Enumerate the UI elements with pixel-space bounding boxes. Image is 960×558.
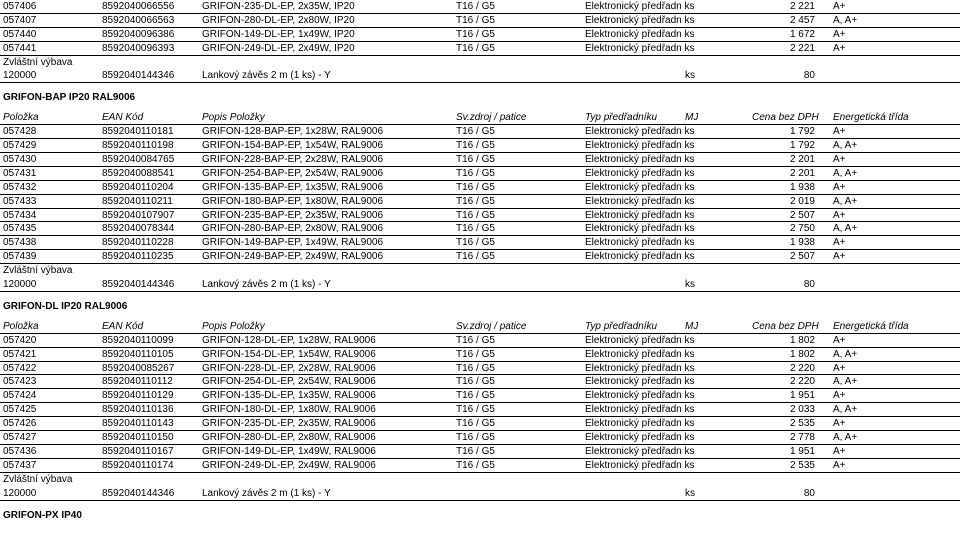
cell-ballast: Elektronický předřadn ks: [585, 1, 695, 12]
cell-ean: 8592040144346: [102, 487, 175, 499]
table-row: [0, 362, 960, 376]
table-row: [0, 209, 960, 223]
cell-price: 2 201: [789, 167, 815, 179]
cell-ballast: Elektronický předřadn ks: [585, 209, 695, 221]
cell-energy: A+: [833, 126, 846, 138]
cell-price: 1 951: [789, 445, 815, 457]
cell-code: 057430: [3, 154, 37, 166]
cell-ballast: Elektronický předřadn ks: [585, 42, 695, 54]
cell-ean: 8592040144346: [102, 279, 175, 291]
cell-price: 2 535: [789, 418, 815, 430]
cell-code: 057438: [3, 237, 37, 249]
table-row: [0, 0, 960, 14]
cell-desc: GRIFON-228-BAP-EP, 2x28W, RAL9006: [202, 154, 384, 166]
cell-code: 057406: [3, 1, 37, 12]
cell-energy: A+: [833, 28, 846, 40]
cell-desc: GRIFON-135-DL-EP, 1x35W, RAL9006: [202, 390, 376, 402]
cell-price: 1 938: [789, 181, 815, 193]
cell-ean: 8592040107907: [102, 209, 175, 221]
table-row: [0, 125, 960, 139]
cell-source: T16 / G5: [456, 334, 495, 346]
header-ballast: Typ předřadníku: [585, 320, 658, 332]
cell-source: T16 / G5: [456, 140, 495, 152]
cell-code: 057424: [3, 390, 37, 402]
cell-ean: 8592040084765: [102, 154, 175, 166]
cell-source: T16 / G5: [456, 223, 495, 235]
header-energy: Energetická třída: [833, 320, 909, 332]
cell-price: 2 535: [789, 459, 815, 471]
header-desc: Popis Položky: [202, 112, 265, 124]
cell-ean: 8592040110112: [102, 376, 173, 388]
cell-source: T16 / G5: [456, 432, 495, 444]
cell-price: 1 672: [789, 28, 815, 40]
cell-source: T16 / G5: [456, 181, 495, 193]
cell-code: 057431: [3, 167, 37, 179]
cell-desc: GRIFON-135-BAP-EP, 1x35W, RAL9006: [202, 181, 384, 193]
cell-ean: 8592040096393: [102, 42, 175, 54]
cell-code: 057427: [3, 432, 37, 444]
cell-price: 80: [803, 487, 815, 499]
table-row: [0, 14, 960, 28]
cell-desc: GRIFON-235-DL-EP, 2x35W, IP20: [202, 1, 355, 12]
gap: [0, 83, 960, 91]
cell-energy: A+: [833, 362, 846, 374]
cell-source: T16 / G5: [456, 404, 495, 416]
cell-desc: GRIFON-149-BAP-EP, 1x49W, RAL9006: [202, 237, 384, 249]
header-ean: EAN Kód: [102, 320, 144, 332]
cell-ean: 8592040110136: [102, 404, 174, 416]
cell-price: 2 221: [789, 42, 815, 54]
section-items: [0, 125, 960, 264]
column-header-row: [0, 111, 960, 125]
cell-code: 057434: [3, 209, 37, 221]
sections: [0, 83, 960, 500]
cell-code: 057426: [3, 418, 37, 430]
cell-code: 057422: [3, 362, 37, 374]
cell-source: T16 / G5: [456, 459, 495, 471]
cell-ean: 8592040110129: [102, 390, 174, 402]
cell-source: T16 / G5: [456, 376, 495, 388]
cell-price: 2 220: [789, 362, 815, 374]
cell-price: 2 220: [789, 376, 815, 388]
cell-ean: 8592040066563: [102, 14, 175, 26]
cell-code: 057425: [3, 404, 37, 416]
cell-ean: 8592040088541: [102, 167, 175, 179]
cell-code: 057429: [3, 140, 37, 152]
header-source: Sv.zdroj / patice: [456, 112, 527, 124]
section-title: GRIFON-DL IP20 RAL9006: [3, 300, 128, 312]
special-equipment-row: [0, 278, 960, 292]
cell-desc: GRIFON-149-DL-EP, 1x49W, RAL9006: [202, 445, 376, 457]
cell-ean: 8592040110150: [102, 432, 174, 444]
cell-source: T16 / G5: [456, 418, 495, 430]
cell-energy: A, A+: [833, 404, 858, 416]
table-row: [0, 28, 960, 42]
cell-ballast: Elektronický předřadn ks: [585, 154, 695, 166]
cell-source: T16 / G5: [456, 14, 495, 26]
cell-desc: GRIFON-254-BAP-EP, 2x54W, RAL9006: [202, 167, 384, 179]
table-row: [0, 250, 960, 264]
cell-desc: GRIFON-128-BAP-EP, 1x28W, RAL9006: [202, 126, 384, 138]
cell-mj: ks: [685, 279, 695, 291]
cell-source: T16 / G5: [456, 237, 495, 249]
cell-source: T16 / G5: [456, 362, 495, 374]
cell-ean: 8592040110167: [102, 445, 174, 457]
cell-price: 2 457: [789, 14, 815, 26]
cell-ballast: Elektronický předřadn ks: [585, 390, 695, 402]
cell-ean: 8592040110181: [102, 126, 174, 138]
cell-energy: A+: [833, 209, 846, 221]
cell-desc: GRIFON-249-BAP-EP, 2x49W, RAL9006: [202, 251, 384, 263]
cell-desc: GRIFON-128-DL-EP, 1x28W, RAL9006: [202, 334, 376, 346]
cell-energy: A+: [833, 251, 846, 263]
cell-energy: A+: [833, 181, 846, 193]
cell-energy: A+: [833, 459, 846, 471]
cell-price: 1 938: [789, 237, 815, 249]
header-ballast: Typ předřadníku: [585, 112, 658, 124]
cell-source: T16 / G5: [456, 42, 495, 54]
cell-code: 057407: [3, 14, 37, 26]
table-row: [0, 139, 960, 153]
cell-desc: GRIFON-249-DL-EP, 2x49W, IP20: [202, 42, 355, 54]
table-row: [0, 389, 960, 403]
table-row: [0, 334, 960, 348]
cell-source: T16 / G5: [456, 154, 495, 166]
cell-energy: A, A+: [833, 376, 858, 388]
cell-source: T16 / G5: [456, 348, 495, 360]
special-equipment-row: 120000 8592040144346 Lankový závěs 2 m (1 ks) - Y ks 80: [0, 69, 960, 83]
cell-price: 2 750: [789, 223, 815, 235]
cell-price: 2 507: [789, 251, 815, 263]
cell-code: 057423: [3, 376, 37, 388]
cell-price: 1 792: [789, 140, 815, 152]
header-price: Cena bez DPH: [752, 320, 819, 332]
cell-price: 1 792: [789, 126, 815, 138]
table-row: [0, 195, 960, 209]
table-row: [0, 236, 960, 250]
cell-desc: GRIFON-280-DL-EP, 2x80W, IP20: [202, 14, 355, 26]
cell-ballast: Elektronický předřadn ks: [585, 445, 695, 457]
table-row: [0, 417, 960, 431]
table-row: [0, 181, 960, 195]
cell-ean: 8592040096386: [102, 28, 175, 40]
cell-price: 2 033: [789, 404, 815, 416]
cell-ballast: Elektronický předřadn ks: [585, 418, 695, 430]
cell-source: T16 / G5: [456, 445, 495, 457]
cell-ballast: Elektronický předřadn ks: [585, 14, 695, 26]
cell-desc: GRIFON-235-DL-EP, 2x35W, RAL9006: [202, 418, 376, 430]
cell-desc: GRIFON-180-DL-EP, 1x80W, RAL9006: [202, 404, 376, 416]
cell-ean: 8592040110143: [102, 418, 174, 430]
cell-code: 057441: [3, 42, 37, 54]
cell-energy: A+: [833, 418, 846, 430]
section-title: GRIFON-BAP IP20 RAL9006: [3, 92, 136, 104]
table-row: [0, 167, 960, 181]
cell-ballast: Elektronický předřadn ks: [585, 362, 695, 374]
cell-code: 120000: [3, 487, 37, 499]
cell-ballast: Elektronický předřadn ks: [585, 376, 695, 388]
cell-desc: GRIFON-235-BAP-EP, 2x35W, RAL9006: [202, 209, 384, 221]
cell-price: 2 221: [789, 1, 815, 12]
table-row: [0, 348, 960, 362]
cell-price: 2 507: [789, 209, 815, 221]
header-mj: MJ: [685, 112, 699, 124]
cell-desc: GRIFON-149-DL-EP, 1x49W, IP20: [202, 28, 355, 40]
header-ean: EAN Kód: [102, 112, 144, 124]
cell-ballast: Elektronický předřadn ks: [585, 334, 695, 346]
cell-ean: 8592040085267: [102, 362, 175, 374]
cell-price: 1 802: [789, 348, 815, 360]
cell-energy: A, A+: [833, 195, 858, 207]
table-row: [0, 222, 960, 236]
cell-price: 2 201: [789, 154, 815, 166]
column-header-row: [0, 320, 960, 334]
cell-code: 057437: [3, 459, 37, 471]
cell-source: T16 / G5: [456, 251, 495, 263]
cell-energy: A, A+: [833, 14, 858, 26]
cell-energy: A+: [833, 445, 846, 457]
cell-source: T16 / G5: [456, 390, 495, 402]
cell-energy: A+: [833, 390, 846, 402]
cell-ballast: Elektronický předřadn ks: [585, 223, 695, 235]
header-mj: MJ: [685, 320, 699, 332]
cell-code: 120000: [3, 279, 37, 291]
cell-desc: Lankový závěs 2 m (1 ks) - Y: [202, 487, 331, 499]
cell-ballast: Elektronický předřadn ks: [585, 140, 695, 152]
cell-energy: A, A+: [833, 432, 858, 444]
section-block: [0, 292, 960, 501]
cell-ballast: Elektronický předřadn ks: [585, 167, 695, 179]
cell-source: T16 / G5: [456, 209, 495, 221]
cell-price: 2 019: [789, 195, 815, 207]
cell-source: T16 / G5: [456, 126, 495, 138]
cell-desc: GRIFON-280-BAP-EP, 2x80W, RAL9006: [202, 223, 384, 235]
cell-code: 057432: [3, 181, 37, 193]
table-row: [0, 153, 960, 167]
cell-energy: A, A+: [833, 140, 858, 152]
special-equipment-label: Zvláštní výbava: [3, 265, 73, 277]
cell-desc: GRIFON-154-DL-EP, 1x54W, RAL9006: [202, 348, 376, 360]
table-row: [0, 42, 960, 56]
cell-price: 1 802: [789, 334, 815, 346]
cell-ballast: Elektronický předřadn ks: [585, 195, 695, 207]
cell-ballast: Elektronický předřadn ks: [585, 348, 695, 360]
cell-energy: A, A+: [833, 167, 858, 179]
table-row: [0, 459, 960, 473]
cell-ean: 8592040110174: [102, 459, 174, 471]
section-title-grifon-px: GRIFON-PX IP40: [3, 509, 82, 521]
cell-ballast: Elektronický předřadn ks: [585, 251, 695, 263]
cell-ean: 8592040066556: [102, 1, 175, 12]
section-items: [0, 334, 960, 473]
cell-energy: A+: [833, 154, 846, 166]
cell-desc: GRIFON-228-DL-EP, 2x28W, RAL9006: [202, 362, 376, 374]
header-desc: Popis Položky: [202, 320, 265, 332]
cell-code: 057435: [3, 223, 37, 235]
cell-desc: GRIFON-180-BAP-EP, 1x80W, RAL9006: [202, 195, 384, 207]
cell-energy: A+: [833, 334, 846, 346]
cell-price: 1 951: [789, 390, 815, 402]
special-equipment-row: [0, 487, 960, 501]
table-row: [0, 431, 960, 445]
cell-ean: 8592040110235: [102, 251, 174, 263]
cell-price: 2 778: [789, 432, 815, 444]
cell-ballast: Elektronický předřadn ks: [585, 28, 695, 40]
cell-ean: 8592040110211: [102, 195, 173, 207]
cell-price: 80: [803, 279, 815, 291]
cell-energy: A+: [833, 1, 846, 12]
header-code: Položka: [3, 112, 39, 124]
table-row: [0, 403, 960, 417]
gap: [0, 501, 960, 509]
cell-source: T16 / G5: [456, 195, 495, 207]
cell-energy: A+: [833, 42, 846, 54]
section-block: [0, 83, 960, 292]
cell-ean: 8592040110099: [102, 334, 174, 346]
cell-energy: A, A+: [833, 223, 858, 235]
cell-mj: ks: [685, 487, 695, 499]
header-code: Položka: [3, 320, 39, 332]
header-price: Cena bez DPH: [752, 112, 819, 124]
cell-source: T16 / G5: [456, 28, 495, 40]
cell-ean: 8592040110105: [102, 348, 174, 360]
header-source: Sv.zdroj / patice: [456, 320, 527, 332]
cell-ballast: Elektronický předřadn ks: [585, 459, 695, 471]
cell-ean: 8592040078344: [102, 223, 175, 235]
cell-desc: Lankový závěs 2 m (1 ks) - Y: [202, 279, 331, 291]
cell-ballast: Elektronický předřadn ks: [585, 237, 695, 249]
cell-code: 057428: [3, 126, 37, 138]
cell-ean: 8592040110204: [102, 181, 174, 193]
cell-code: 057439: [3, 251, 37, 263]
cell-code: 057436: [3, 445, 37, 457]
cell-ballast: Elektronický předřadn ks: [585, 432, 695, 444]
table-row: [0, 375, 960, 389]
cell-ballast: Elektronický předřadn ks: [585, 181, 695, 193]
cell-code: 057420: [3, 334, 37, 346]
cell-ballast: Elektronický předřadn ks: [585, 404, 695, 416]
cell-code: 057440: [3, 28, 37, 40]
cell-ballast: Elektronický předřadn ks: [585, 126, 695, 138]
special-equipment-label: Zvláštní výbava: [3, 473, 73, 485]
cell-ean: 8592040110198: [102, 140, 174, 152]
cell-desc: GRIFON-280-DL-EP, 2x80W, RAL9006: [202, 432, 376, 444]
cell-source: T16 / G5: [456, 1, 495, 12]
cell-desc: GRIFON-249-DL-EP, 2x49W, RAL9006: [202, 459, 376, 471]
special-equipment-label: Zvláštní výbava: [3, 56, 73, 68]
cell-code: 057433: [3, 195, 37, 207]
gap: [0, 292, 960, 300]
cell-energy: A+: [833, 237, 846, 249]
cell-desc: GRIFON-254-DL-EP, 2x54W, RAL9006: [202, 376, 376, 388]
cell-ean: 8592040110228: [102, 237, 174, 249]
cell-energy: A, A+: [833, 348, 858, 360]
header-energy: Energetická třída: [833, 112, 909, 124]
table-row: [0, 445, 960, 459]
cell-desc: GRIFON-154-BAP-EP, 1x54W, RAL9006: [202, 140, 384, 152]
cell-code: 057421: [3, 348, 37, 360]
cell-source: T16 / G5: [456, 167, 495, 179]
top-items: [0, 0, 960, 56]
